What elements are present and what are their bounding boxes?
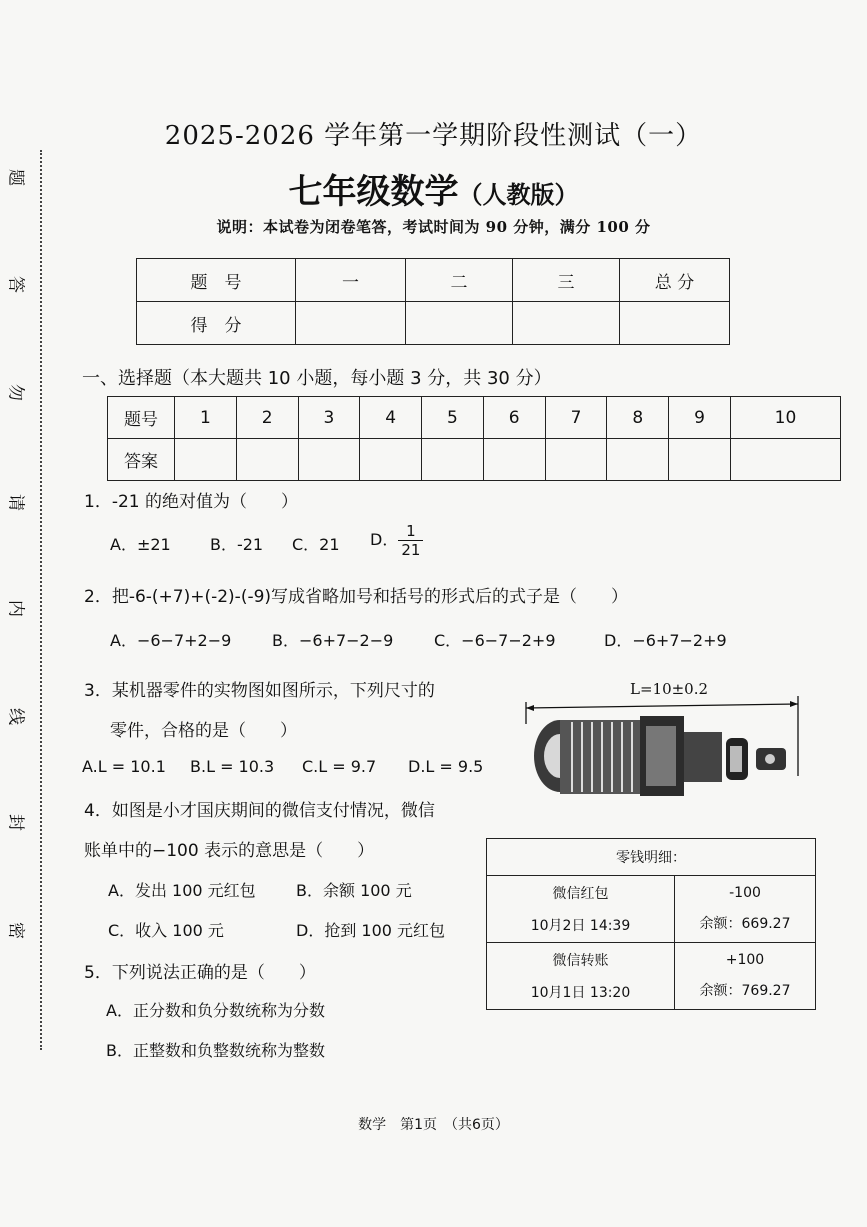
score-cell[interactable] xyxy=(406,302,513,345)
exam-instructions: 说明：本试卷为闭卷笔答，考试时间为 90 分钟，满分 100 分 xyxy=(216,218,651,236)
question-number-cell: 3 xyxy=(298,397,360,439)
binding-char: 线 xyxy=(5,708,26,725)
question-number-cell: 9 xyxy=(669,397,731,439)
question-4-option-a: A．发出 100 元红包 xyxy=(108,881,256,900)
answer-table-answer-row xyxy=(108,439,841,481)
question-number-cell: 5 xyxy=(422,397,484,439)
binding-char: 答 xyxy=(5,276,26,293)
score-header-cell: 一 xyxy=(296,259,406,302)
question-1-option-b: B．-21 xyxy=(210,535,264,554)
question-number-cell: 1 xyxy=(175,397,237,439)
answer-cell[interactable] xyxy=(298,439,360,481)
wechat-entry-balance: 余额：769.27 xyxy=(699,983,791,999)
score-header-cell: 总 分 xyxy=(620,259,730,302)
subject-title xyxy=(0,164,867,213)
question-4-option-c: C．收入 100 元 xyxy=(108,921,224,940)
question-number-cell: 8 xyxy=(607,397,669,439)
answer-row-label: 答案 xyxy=(108,439,175,481)
fraction xyxy=(398,522,423,559)
question-3-option-c: C.L = 9.7 xyxy=(302,757,377,776)
question-2-option-a: A．−6−7+2−9 xyxy=(110,631,232,650)
score-header-cell: 三 xyxy=(513,259,620,302)
answer-table xyxy=(107,396,841,481)
score-cell[interactable] xyxy=(513,302,620,345)
dimension-label: L=10±0.2 xyxy=(630,680,709,698)
answer-table-number-row xyxy=(108,397,841,439)
wechat-entry-time: 10月2日 14:39 xyxy=(530,918,631,934)
wechat-entry-amount-cell xyxy=(675,943,816,1010)
question-1-option-d xyxy=(370,522,423,559)
binding-char: 封 xyxy=(5,814,26,831)
question-2-option-c: C．−6−7−2+9 xyxy=(434,631,556,650)
wechat-entry-name: 微信红包 xyxy=(552,886,609,902)
answer-cell[interactable] xyxy=(175,439,237,481)
wechat-entry-row xyxy=(487,943,816,1010)
question-number-cell: 10 xyxy=(730,397,840,439)
score-table xyxy=(136,258,730,345)
subject-name: 七年级数学 xyxy=(288,172,459,212)
answer-cell[interactable] xyxy=(669,439,731,481)
question-4-option-b: B．余额 100 元 xyxy=(296,881,412,900)
question-number-cell: 4 xyxy=(360,397,422,439)
wechat-entry-amount-cell xyxy=(675,876,816,943)
wechat-entry-amount: -100 xyxy=(729,885,761,901)
score-header-cell: 二 xyxy=(406,259,513,302)
edition-label: （人教版） xyxy=(458,181,579,209)
binding-char: 内 xyxy=(5,600,26,617)
option-d-prefix: D． xyxy=(370,530,399,549)
wechat-statement-table xyxy=(486,838,816,1010)
fraction-denominator: 21 xyxy=(401,541,421,559)
question-4-stem-line1: 4．如图是小才国庆期间的微信支付情况，微信 xyxy=(84,801,435,821)
wechat-entry-balance: 余额：669.27 xyxy=(699,916,791,932)
question-2-option-b: B．−6+7−2−9 xyxy=(272,631,394,650)
answer-table-label: 题号 xyxy=(108,397,175,439)
binding-dotted-line xyxy=(40,150,42,1050)
wechat-title-row xyxy=(487,839,816,876)
answer-cell[interactable] xyxy=(422,439,484,481)
wechat-entry-info xyxy=(487,943,675,1010)
answer-cell[interactable] xyxy=(607,439,669,481)
answer-cell[interactable] xyxy=(483,439,545,481)
question-2-option-d: D．−6+7−2+9 xyxy=(604,631,727,650)
answer-cell[interactable] xyxy=(545,439,607,481)
question-5-option-b: B．正整数和负整数统称为整数 xyxy=(106,1041,325,1060)
question-3-option-b: B.L = 10.3 xyxy=(190,757,275,776)
question-3-option-d: D.L = 9.5 xyxy=(408,757,484,776)
question-5-option-a: A．正分数和负分数统称为分数 xyxy=(106,1001,325,1020)
binding-char: 题 xyxy=(5,169,26,186)
question-number-cell: 6 xyxy=(483,397,545,439)
score-row-label: 得 分 xyxy=(137,302,296,345)
score-table-score-row xyxy=(137,302,730,345)
machine-part-figure xyxy=(520,676,810,816)
score-table-header-row xyxy=(137,259,730,302)
question-4-option-d: D．抢到 100 元红包 xyxy=(296,921,446,940)
question-1-option-c: C．21 xyxy=(292,535,340,554)
answer-cell[interactable] xyxy=(360,439,422,481)
wechat-entry-row xyxy=(487,876,816,943)
wechat-entry-amount: +100 xyxy=(725,952,765,968)
binding-char: 请 xyxy=(5,494,26,511)
answer-cell[interactable] xyxy=(236,439,298,481)
score-header-cell: 题 号 xyxy=(137,259,296,302)
binding-char: 密 xyxy=(5,922,26,939)
wechat-entry-time: 10月1日 13:20 xyxy=(530,985,631,1001)
section-heading: 一、选择题（本大题共 10 小题，每小题 3 分，共 30 分） xyxy=(82,368,552,389)
question-1-option-a: A．±21 xyxy=(110,535,171,554)
answer-cell[interactable] xyxy=(730,439,840,481)
question-4-stem-line2: 账单中的−100 表示的意思是（ ） xyxy=(84,841,375,861)
wechat-entry-info xyxy=(487,876,675,943)
question-number-cell: 2 xyxy=(236,397,298,439)
wechat-title: 零钱明细： xyxy=(487,839,816,876)
question-3-stem-line1: 3．某机器零件的实物图如图所示，下列尺寸的 xyxy=(84,681,435,701)
question-3-option-a: A.L = 10.1 xyxy=(82,757,166,776)
score-cell[interactable] xyxy=(620,302,730,345)
page-footer: 数学 第1页 （共6页） xyxy=(358,1117,509,1133)
question-number-cell: 7 xyxy=(545,397,607,439)
score-cell[interactable] xyxy=(296,302,406,345)
wechat-entry-name: 微信转账 xyxy=(552,953,609,969)
question-1-stem: 1．-21 的绝对值为（ ） xyxy=(84,492,298,512)
fraction-numerator: 1 xyxy=(398,522,423,541)
exam-title: 2025-2026 学年第一学期阶段性测试（一） xyxy=(164,121,703,151)
question-5-stem: 5．下列说法正确的是（ ） xyxy=(84,963,316,983)
question-3-stem-line2: 零件，合格的是（ ） xyxy=(110,721,297,741)
binding-char: 勿 xyxy=(5,384,26,401)
question-2-stem: 2．把-6-(+7)+(-2)-(-9)写成省略加号和括号的形式后的式子是（ ） xyxy=(84,587,629,607)
